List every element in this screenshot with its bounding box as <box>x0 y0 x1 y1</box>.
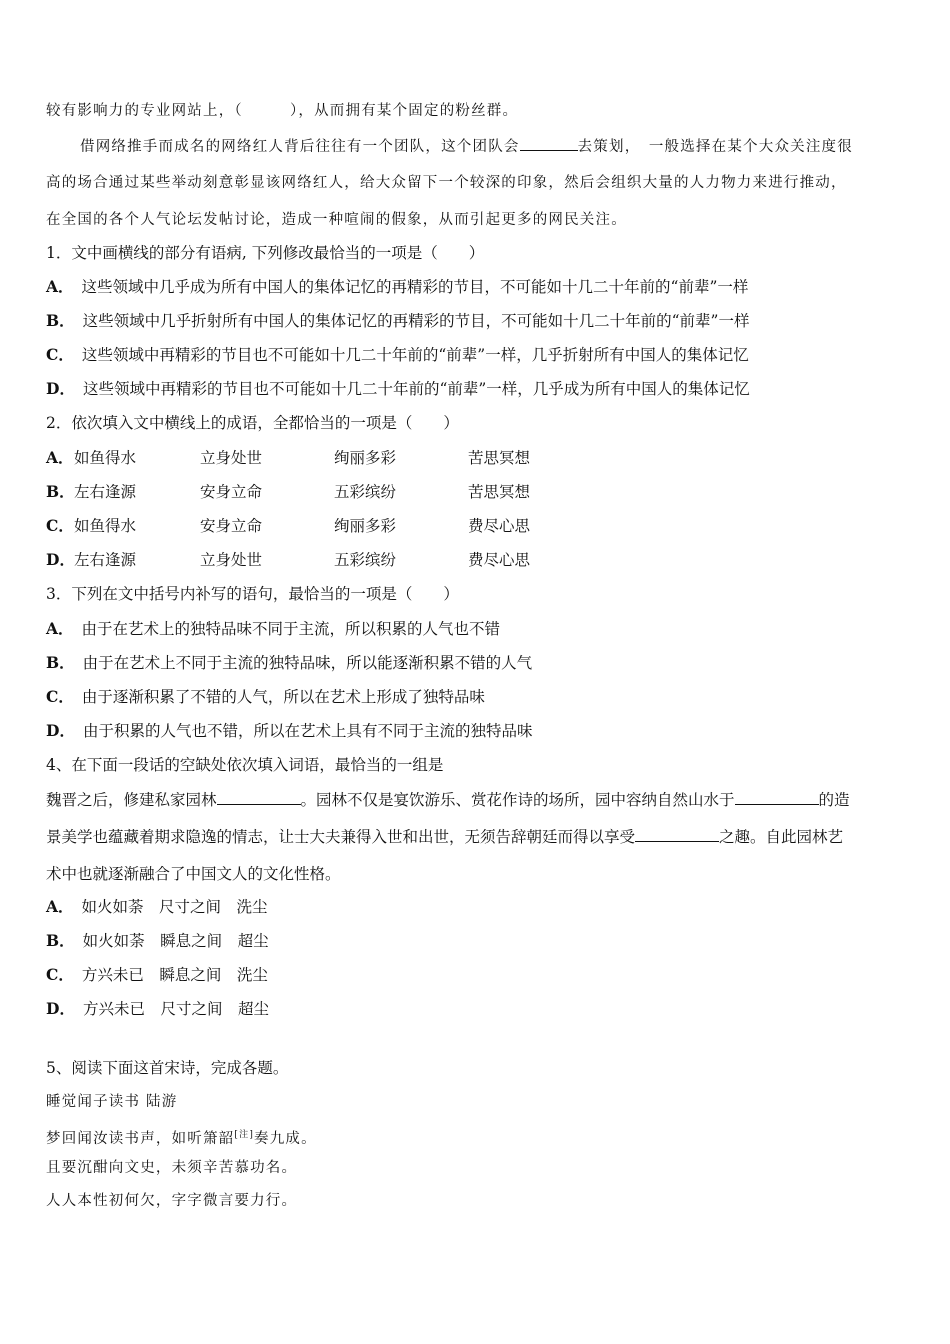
q1-option-a[interactable]: A． 这些领域中几乎成为所有中国人的集体记忆的再精彩的节目，不可能如十几二十年前的“前辈”一样 <box>46 277 749 296</box>
question-1-stem: 1．文中画横线的部分有语病, 下列修改最恰当的一项是（ ） <box>46 244 485 262</box>
q1-option-b[interactable]: B． 这些领域中几乎折射所有中国人的集体记忆的再精彩的节目，不可能如十几二十年前的“前辈”一样 <box>46 311 750 330</box>
q1-option-c[interactable]: C． 这些领域中再精彩的节目也不可能如十几二十年前的“前辈”一样，几乎折射所有中国人的集体记忆 <box>46 345 749 364</box>
q4-option-a[interactable]: A． 如火如荼 尺寸之间 洗尘 <box>46 897 268 916</box>
q4-passage-line-3: 术中也就逐渐融合了中国文人的文化性格。 <box>46 865 341 883</box>
q3-option-c[interactable]: C． 由于逐渐积累了不错的人气，所以在艺术上形成了独特品味 <box>46 687 485 706</box>
fill-blank <box>735 790 819 805</box>
poem-line-2: 且要沉酣向文史，未须辛苦慕功名。 <box>46 1160 298 1176</box>
q4-passage-line-2: 景美学也蕴藏着期求隐逸的情志，让士大夫兼得入世和出世，无须告辞朝廷而得以享受 之趣。自此园林艺 <box>46 828 844 846</box>
q4-option-d[interactable]: D． 方兴未已 尺寸之间 超尘 <box>46 999 269 1018</box>
q3-option-a[interactable]: A． 由于在艺术上的独特品味不同于主流，所以积累的人气也不错 <box>46 619 501 638</box>
passage-line-2: 借网络推手而成名的网络红人背后往往有一个团队，这个团队会 去策划， 一般选择在某个大众关注度很 <box>80 136 853 157</box>
q3-option-b[interactable]: B． 由于在艺术上不同于主流的独特品味，所以能逐渐积累不错的人气 <box>46 653 533 672</box>
q4-option-c[interactable]: C． 方兴未已 瞬息之间 洗尘 <box>46 965 268 984</box>
footnote-marker: [注] <box>234 1130 255 1140</box>
fill-blank <box>520 136 578 151</box>
question-3-stem: 3．下列在文中括号内补写的语句，最恰当的一项是（ ） <box>46 585 459 603</box>
question-5-stem: 5、阅读下面这首宋诗，完成各题。 <box>46 1059 289 1077</box>
q4-passage-line-1: 魏晋之后，修建私家园林 。园林不仅是宴饮游乐、赏花作诗的场所，园中容纳自然山水于 的造 <box>46 791 850 809</box>
fill-blank <box>635 827 719 842</box>
passage-line-4: 在全国的各个人气论坛发帖讨论，造成一种喧闹的假象，从而引起更多的网民关注。 <box>46 212 627 228</box>
question-4-stem: 4、在下面一段话的空缺处依次填入词语，最恰当的一组是 <box>46 756 444 774</box>
poem-title: 睡觉闻子读书 陆游 <box>46 1094 178 1110</box>
poem-line-3: 人人本性初何欠，字字微言要力行。 <box>46 1193 298 1209</box>
exam-page: 较有影响力的专业网站上，（ ），从而拥有某个固定的粉丝群。 借网络推手而成名的网络红人背后往往有一个团队，这个团队会 去策划， 一般选择在某个大众关注度很 高的场合通过某些举动刻意彰显该网络红人，给大众留下一个较深的印象，然后会组织大量的人力物力来进行推动， 在全国的各个人气论坛发帖讨论，造成一种喧闹的假象，从而引起更多的网民关注。 1．文中画横线的部分有语病, 下列修改最恰当的一项是（ ） A． 这些领域中几乎成为所有中国人的集体记忆的再精彩的节目，不可能如十几二十年前的“前辈”一样 B． 这些领域中几乎折射所有中国人的集体记忆的再精彩的节目，不可能如十几二十年前的“前辈”一样 C． 这些领域中再精彩的节目也不可能如十几二十年前的“前辈”一样，几乎折射所有中国人的集体记忆 D． 这些领域中再精彩的节目也不可能如十几二十年前的“前辈”一样，几乎成为所有中国人的集体记忆 2．依次填入文中横线上的成语，全都恰当的一项是（ ） A． 如鱼得水 立身处世 绚丽多彩 苦思冥想 B． 左右逢源 安身立命 五彩缤纷 苦思冥想 C． 如鱼得水 安身立命 绚丽多彩 费尽心思 D． 左右逢源 立身处世 五彩缤纷 费尽心思 3．下列在文中括号内补写的语句，最恰当的一项是（ ） A． 由于在艺术上的独特品味不同于主流，所以积累的人气也不错 B． 由于在艺术上不同于主流的独特品味，所以能逐渐积累不错的人气 C． 由于逐渐积累了不错的人气，所以在艺术上形成了独特品味 D． 由于积累的人气也不错，所以在艺术上具有不同于主流的独特品味 4、在下面一段话的空缺处依次填入词语，最恰当的一组是 魏晋之后，修建私家园林 。园林不仅是宴饮游乐、赏花作诗的场所，园中容纳自然山水于 的造 景美学也蕴藏着期求隐逸的情志，让士大夫兼得入世和出世，无须告辞朝廷而得以享受 之趣。自此园林艺 术中也就逐渐融合了中国文人的文化性格。 A． 如火如荼 尺寸之间 洗尘 B． 如火如荼 瞬息之间 超尘 C． 方兴未已 瞬息之间 洗尘 D． 方兴未已 尺寸之间 超尘 5、阅读下面这首宋诗，完成各题。 睡觉闻子读书 陆游 梦回闻汝读书声，如听箫韶[注]奏九成。 且要沉酣向文史，未须辛苦慕功名。 人人本性初何欠，字字微言要力行。 <box>46 103 853 1209</box>
q1-option-d[interactable]: D． 这些领域中再精彩的节目也不可能如十几二十年前的“前辈”一样，几乎成为所有中国人的集体记忆 <box>46 379 750 398</box>
q3-option-d[interactable]: D． 由于积累的人气也不错，所以在艺术上具有不同于主流的独特品味 <box>46 721 533 740</box>
passage-line-3: 高的场合通过某些举动刻意彰显该网络红人，给大众留下一个较深的印象，然后会组织大量的人力物力来进行推动， <box>46 175 847 191</box>
passage-line-1: 较有影响力的专业网站上，（ ），从而拥有某个固定的粉丝群。 <box>46 103 519 119</box>
poem-line-1: 梦回闻汝读书声，如听箫韶[注]奏九成。 <box>46 1130 317 1147</box>
fill-blank <box>217 790 301 805</box>
question-2-stem: 2．依次填入文中横线上的成语，全都恰当的一项是（ ） <box>46 414 459 432</box>
q4-option-b[interactable]: B． 如火如荼 瞬息之间 超尘 <box>46 931 269 950</box>
